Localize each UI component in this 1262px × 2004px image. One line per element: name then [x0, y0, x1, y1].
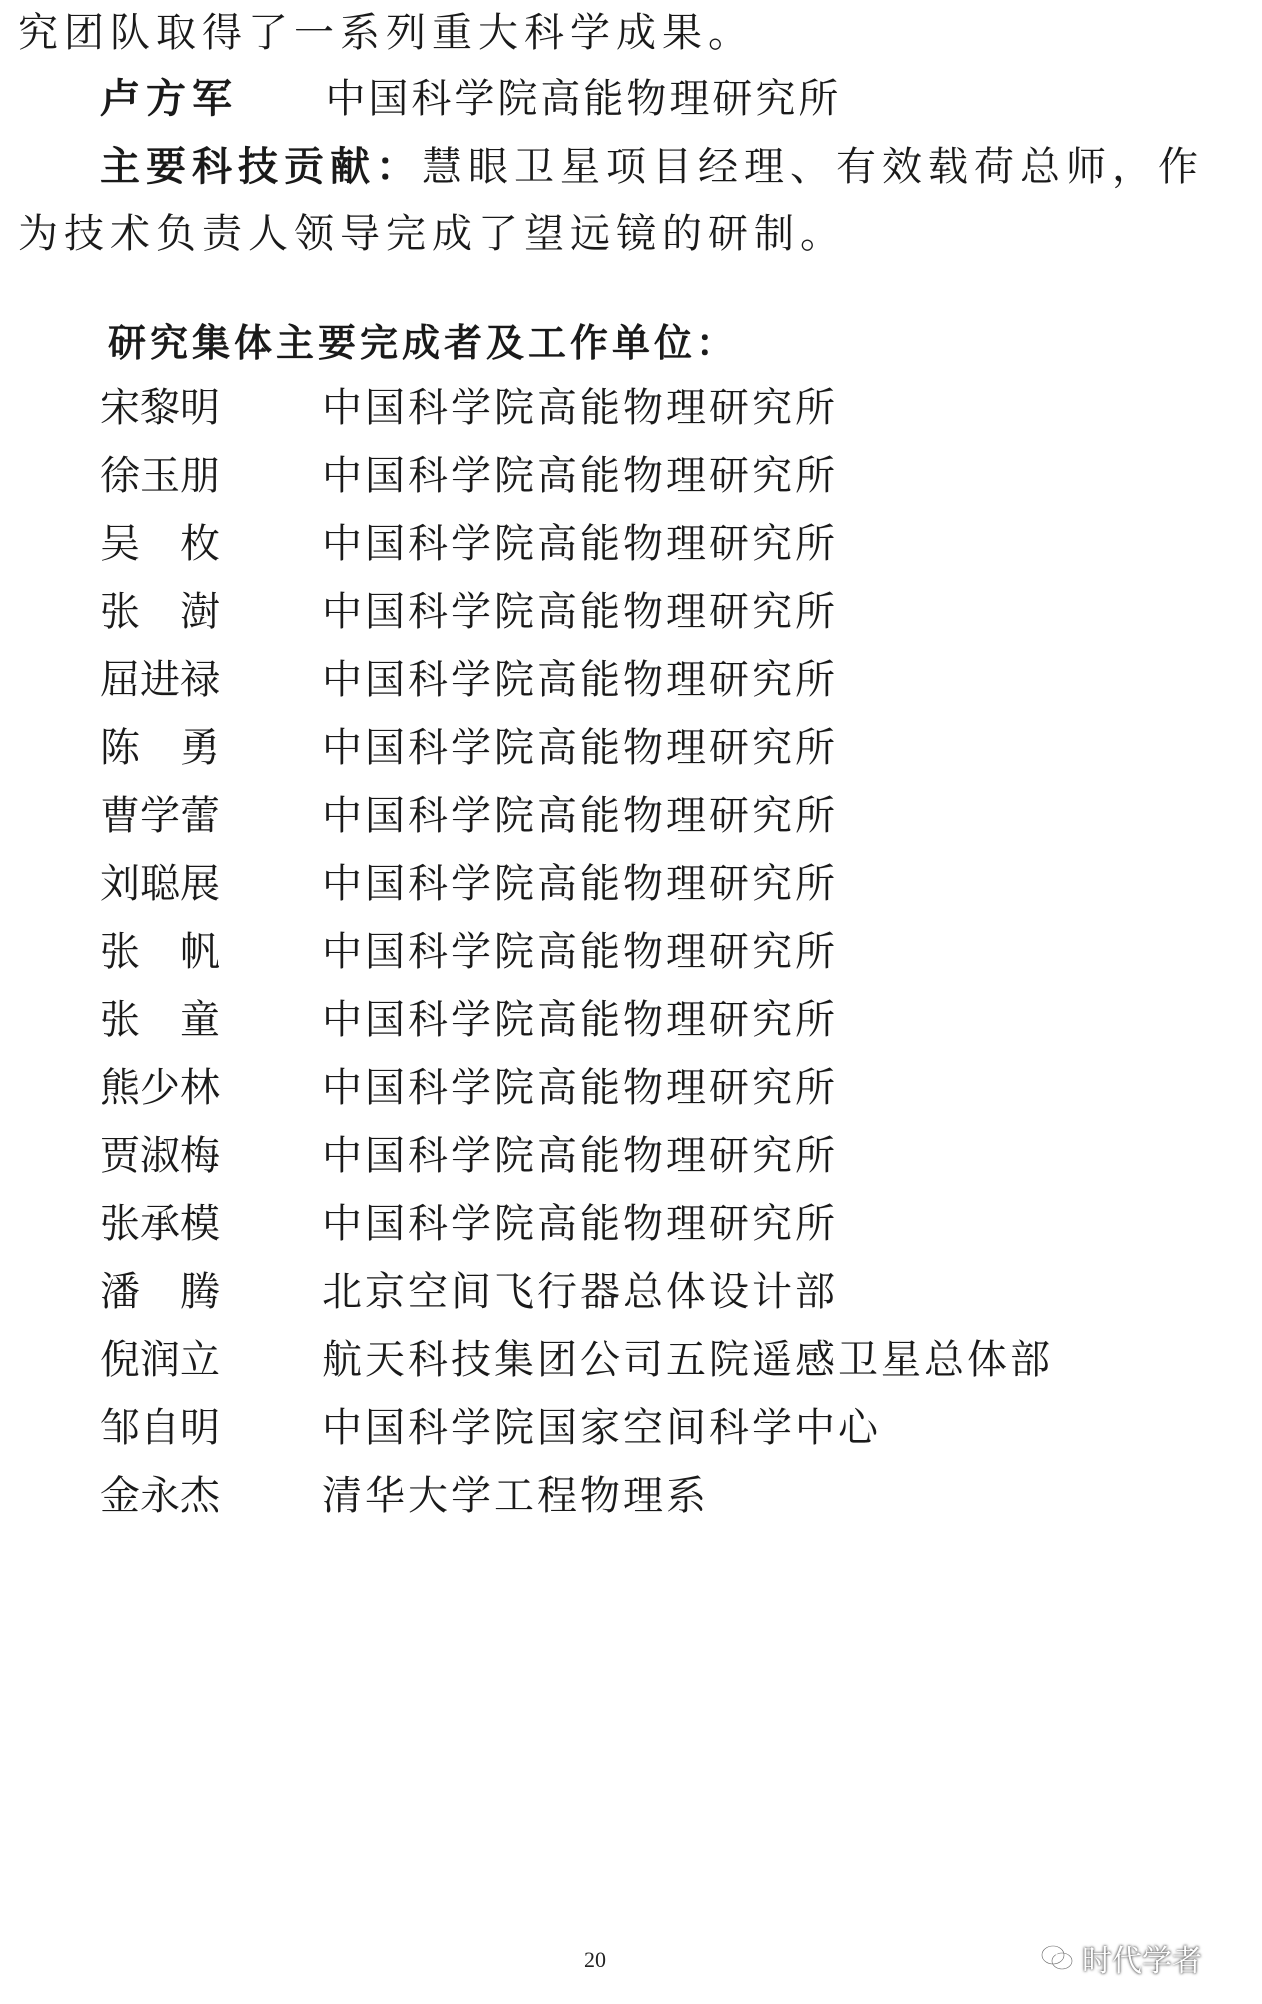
- member-unit: 中国科学院高能物理研究所: [322, 521, 838, 567]
- member-unit: 中国科学院高能物理研究所: [322, 861, 838, 907]
- member-unit: 中国科学院高能物理研究所: [322, 589, 838, 635]
- member-unit: 北京空间飞行器总体设计部: [322, 1269, 838, 1315]
- section-title: 研究集体主要完成者及工作单位：: [108, 320, 739, 365]
- contribution-line-1: [100, 142, 1204, 192]
- member-unit: 中国科学院高能物理研究所: [322, 929, 838, 975]
- member-name: 熊少林: [100, 1065, 220, 1111]
- member-name: 张 帆: [100, 929, 220, 975]
- person-unit: 中国科学院高能物理研究所: [325, 76, 842, 122]
- contribution-line-2: 为技术负责人领导完成了望远镜的研制。: [18, 211, 846, 257]
- member-name: 宋黎明: [100, 385, 220, 431]
- member-name: 吴 枚: [100, 521, 220, 567]
- member-name: 潘 腾: [100, 1269, 220, 1315]
- member-name: 倪润立: [100, 1337, 220, 1383]
- member-unit: 中国科学院高能物理研究所: [322, 997, 838, 1043]
- member-name: 刘聪展: [100, 861, 220, 907]
- member-unit: 航天科技集团公司五院遥感卫星总体部: [322, 1337, 1053, 1383]
- member-name: 张 澍: [100, 589, 220, 635]
- watermark: [1040, 1938, 1202, 1978]
- member-name: 金永杰: [100, 1473, 220, 1519]
- member-unit: 中国科学院高能物理研究所: [322, 385, 838, 431]
- member-name: 徐玉朋: [100, 453, 220, 499]
- person-name: 卢方军: [100, 75, 238, 122]
- member-name: 贾淑梅: [100, 1133, 220, 1179]
- member-unit: 中国科学院国家空间科学中心: [322, 1405, 881, 1451]
- member-unit: 中国科学院高能物理研究所: [322, 1133, 838, 1179]
- watermark-text: 时代学者: [1082, 1944, 1202, 1979]
- contribution-text-1: 慧眼卫星项目经理、有效载荷总师，作: [422, 144, 1204, 190]
- member-unit: 清华大学工程物理系: [322, 1473, 709, 1519]
- member-name: 张 童: [100, 997, 220, 1043]
- person-row: [100, 74, 841, 124]
- paragraph-end-line: 究团队取得了一系列重大科学成果。: [18, 10, 754, 56]
- member-unit: 中国科学院高能物理研究所: [322, 1201, 838, 1247]
- member-unit: 中国科学院高能物理研究所: [322, 453, 838, 499]
- member-unit: 中国科学院高能物理研究所: [322, 725, 838, 771]
- member-name: 张承模: [100, 1201, 220, 1247]
- contribution-label: 主要科技贡献：: [100, 143, 422, 190]
- member-name: 陈 勇: [100, 725, 220, 771]
- wechat-icon: [1040, 1943, 1074, 1973]
- member-unit: 中国科学院高能物理研究所: [322, 657, 838, 703]
- page-number: 20: [584, 1947, 606, 1972]
- member-unit: 中国科学院高能物理研究所: [322, 793, 838, 839]
- member-name: 屈进禄: [100, 657, 220, 703]
- member-unit: 中国科学院高能物理研究所: [322, 1065, 838, 1111]
- member-name: 曹学蕾: [100, 793, 220, 839]
- member-name: 邹自明: [100, 1405, 220, 1451]
